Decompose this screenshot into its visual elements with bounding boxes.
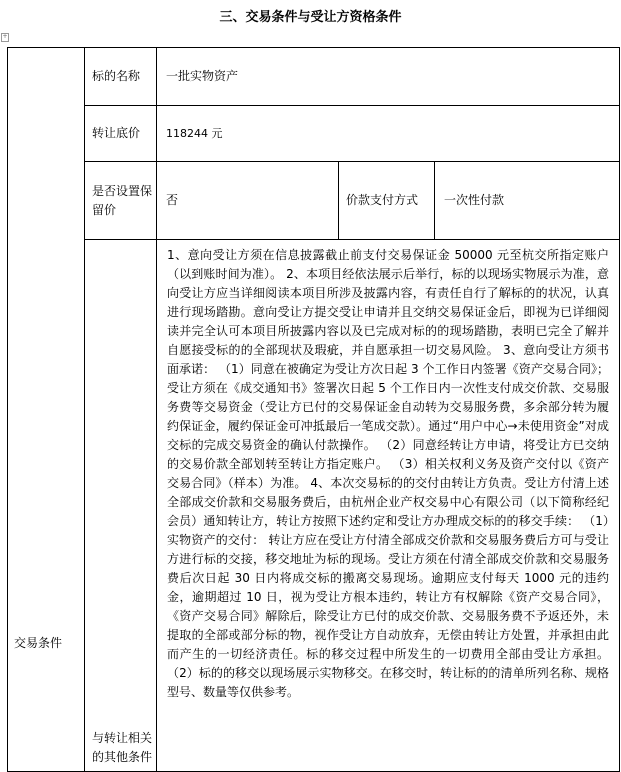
reserve-price-label: 转让底价: [85, 106, 157, 162]
other-conditions-text: 1、意向受让方须在信息披露截止前支付交易保证金 50000 元至杭交所指定账户（以到账时间为准）。 2、本项目经依法展示后举行，标的以现场实物展示为准，意向受让方应当详细阅读本项目所涉及披露内容，有责任自行了解标的的状况，认真进行现场踏勘。意向受让方提交受让申请并且交纳交易保证金后，即视为已详细阅读并完全认可本项目所披露内容以及已完成对标的的现场踏勘，表明已完全了解并自愿接受标的的全部现状及瑕疵，并自愿承担一切交易风险。 3、意向受让方须书面承诺： （1）同意在被确定为受让方次日起 3 个工作日内签署《资产交易合同》；受让方须在《成交通知书》签署次日起 5 个工作日内一次性支付成交价款、交易服务费等交易资金（受让方已付的交易保证金自动转为交易服务费，多余部分转为履约保证金，履约保证金可冲抵最后一笔成交款）。通过“用户中心→未使用资金”对成交标的完成交易资金的确认付款操作。 （2）同意经转让方申请，将受让方已交纳的交易价款全部划转至转让方指定账户。 （3）相关权利义务及资产交付以《资产交易合同》（样本）为准。 4、本次交易标的的交付由转让方负责。受让方付清上述全部成交价款和交易服务费后，由杭州企业产权交易中心有限公司（以下简称经纪会员）通知转让方，转让方按照下述约定和受让方办理成交标的的移交手续： （1）实物资产的交付： 转让方应在受让方付清全部成交价款和交易服务费后方可与受让方进行标的交接，移交地址为标的现场。受让方须在付清全部成交价款和交易服务费后次日起 30 日内将成交标的搬离交易现场。逾期应支付每天 1000 元的违约金，逾期超过 10 日，视为受让方根本违约，转让方有权解除《资产交易合同》，《资产交易合同》解除后，除受让方已付的成交价款、交易服务费不予返还外，未提取的全部或部分标的物，视作受让方自动放弃，无偿由转让方处置，并承担由此而产生的一切经济责任。标的移交过程中所发生的一切费用全部由受让方承担。 （2）标的的移交以现场展示实物移交。在移交时，转让标的的清单所列名称、规格型号、数量等仅供参考。: [167, 248, 610, 699]
table-row: [8, 48, 620, 106]
subject-name-value: 一批实物资产: [157, 48, 620, 106]
table-move-handle-icon[interactable]: +: [2, 33, 8, 40]
reserve-price-value: 118244 元: [157, 106, 620, 162]
table-row: [8, 240, 620, 772]
deposit-value: 否: [157, 162, 339, 240]
payment-method-label: 价款支付方式: [339, 162, 435, 240]
other-conditions-label: 与转让相关的其他条件: [85, 240, 157, 772]
table-row: [8, 162, 620, 240]
other-conditions-cell: [157, 240, 620, 772]
table-row: [8, 106, 620, 162]
deposit-label: 是否设置保留价: [85, 162, 157, 240]
trade-conditions-table: [7, 47, 620, 772]
section-label: 交易条件: [8, 48, 85, 772]
payment-method-value: 一次性付款: [435, 162, 620, 240]
subject-name-label: 标的名称: [85, 48, 157, 106]
section-title: 三、交易条件与受让方资格条件: [219, 10, 402, 25]
